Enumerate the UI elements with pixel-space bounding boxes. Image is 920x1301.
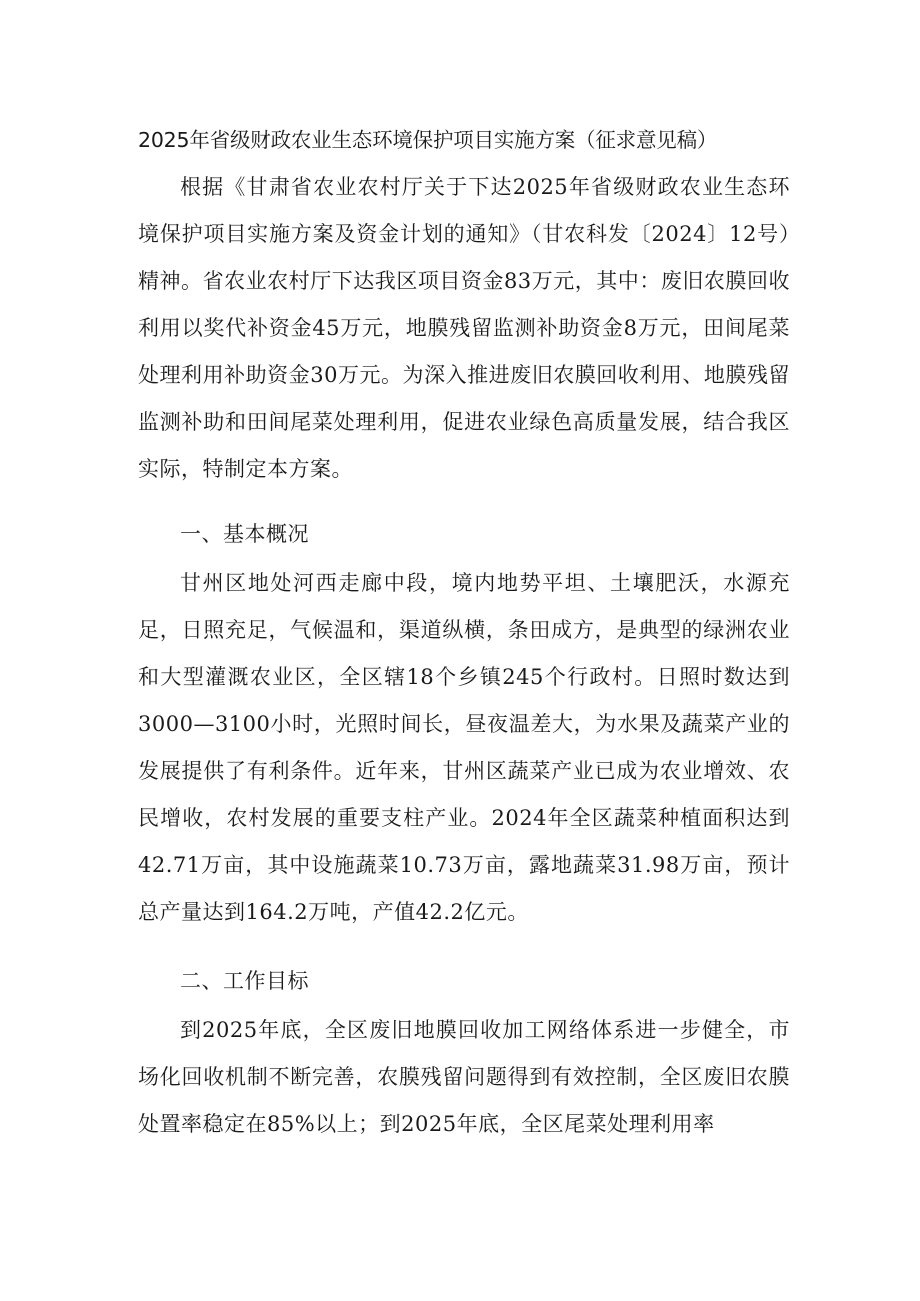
document-title: 2025年省级财政农业生态环境保护项目实施方案（征求意见稿） — [138, 128, 718, 152]
goals-paragraph: 到2025年底，全区废旧地膜回收加工网络体系进一步健全，市场化回收机制不断完善，农膜残留问题得到有效控制，全区废旧农膜处置率稳定在85%以上；到2025年底，全区尾菜处理利用率 — [138, 1018, 790, 1136]
section-heading-overview: 一、基本概况 — [180, 522, 309, 546]
overview-paragraph: 甘州区地处河西走廊中段，境内地势平坦、土壤肥沃，水源充足，日照充足，气候温和，渠道纵横，条田成方，是典型的绿洲农业和大型灌溉农业区，全区辖18个乡镇245个行政村。日照时数达到3000—3100小时，光照时间长，昼夜温差大，为水果及蔬菜产业的发展提供了有利条件。近年来，甘州区蔬菜产业已成为农业增效、农民增收，农村发展的重要支柱产业。2024年全区蔬菜种植面积达到42.71万亩，其中设施蔬菜10.73万亩，露地蔬菜31.98万亩，预计总产量达到164.2万吨，产值42.2亿元。 — [138, 571, 790, 924]
section-heading-goals: 二、工作目标 — [180, 969, 309, 993]
intro-paragraph: 根据《甘肃省农业农村厅关于下达2025年省级财政农业生态环境保护项目实施方案及资金计划的通知》（甘农科发〔2024〕12号）精神。省农业农村厅下达我区项目资金83万元，其中：废旧农膜回收利用以奖代补资金45万元，地膜残留监测补助资金8万元，田间尾菜处理利用补助资金30万元。为深入推进废旧农膜回收利用、地膜残留监测补助和田间尾菜处理利用，促进农业绿色高质量发展，结合我区实际，特制定本方案。 — [138, 175, 790, 481]
